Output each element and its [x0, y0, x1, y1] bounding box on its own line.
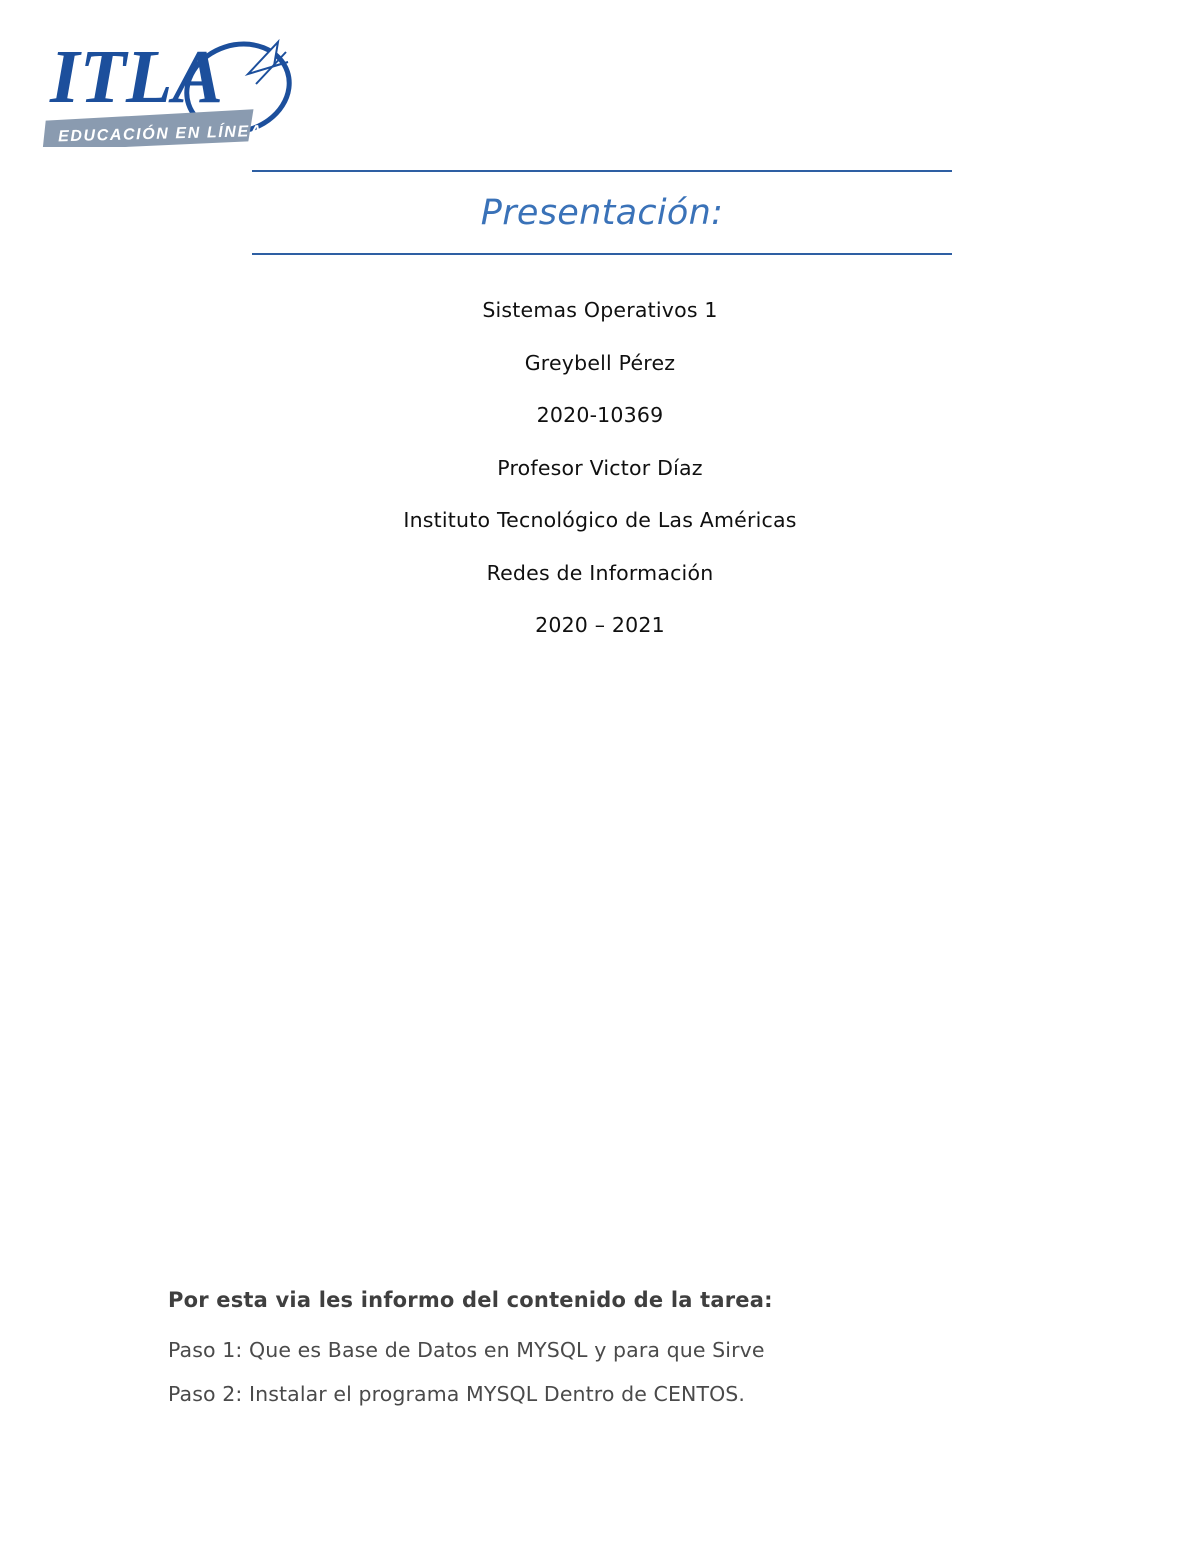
title-block	[252, 170, 952, 255]
task-step-1: Paso 1: Que es Base de Datos en MYSQL y para que Sirve	[168, 1338, 765, 1362]
info-line-course: Sistemas Operativos 1	[482, 298, 718, 322]
title-rule-bottom	[252, 253, 952, 255]
task-content-block	[168, 1288, 1068, 1426]
info-line-student-name: Greybell Pérez	[524, 350, 676, 375]
info-line-professor: Profesor Victor Díaz	[497, 455, 703, 480]
page-title: Presentación:	[480, 193, 724, 233]
svg-text:EDUCACIÓN EN LÍNEA: EDUCACIÓN EN LÍNEA	[57, 122, 264, 146]
task-content-heading: Por esta via les informo del contenido de la tarea:	[168, 1288, 773, 1312]
presentation-info	[0, 300, 1200, 668]
svg-text:ITLA: ITLA	[50, 35, 224, 119]
info-line-program: Redes de Información	[486, 560, 714, 585]
itla-logo	[42, 22, 302, 147]
task-step-2: Paso 2: Instalar el programa MYSQL Dentro de CENTOS.	[168, 1382, 746, 1406]
info-line-student-id: 2020-10369	[536, 403, 664, 427]
itla-logo-icon	[42, 22, 302, 147]
info-line-institution: Instituto Tecnológico de Las Américas	[403, 508, 797, 532]
info-line-period: 2020 – 2021	[535, 613, 665, 637]
